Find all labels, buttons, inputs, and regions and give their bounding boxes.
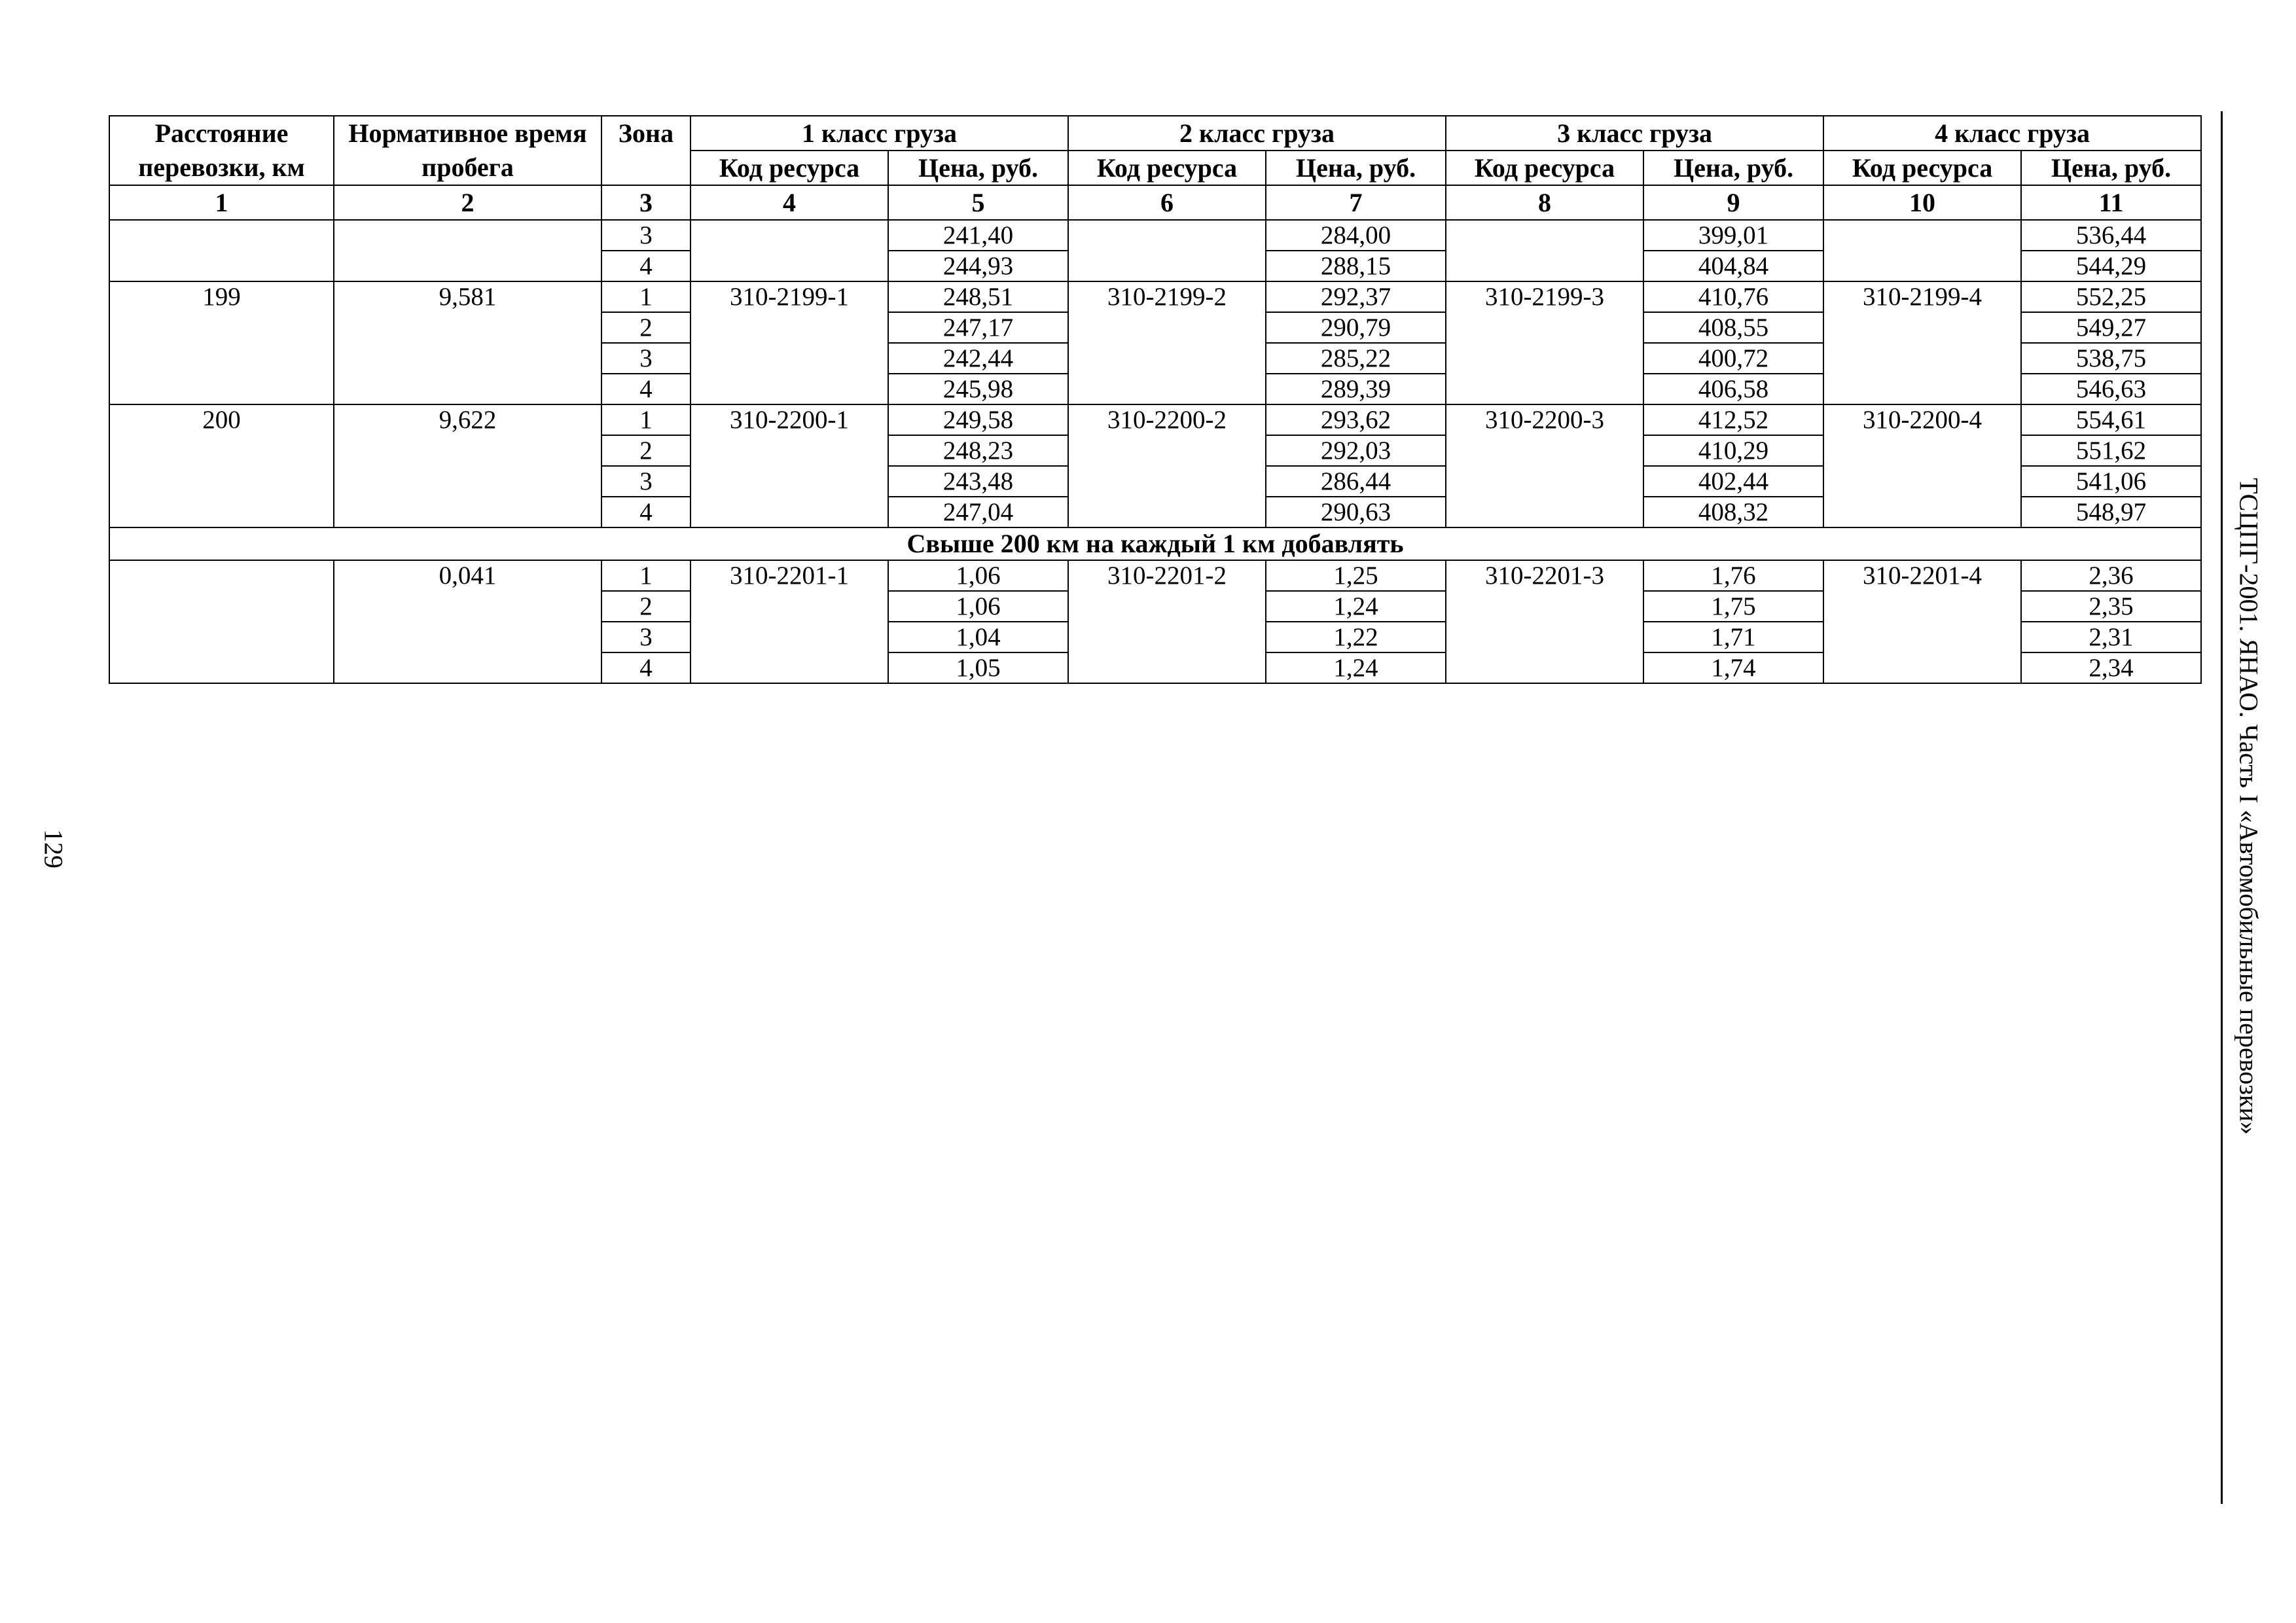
zone-cell: 3 <box>601 220 691 251</box>
column-index: 7 <box>1266 185 1446 220</box>
price-cell: 551,62 <box>2021 435 2201 466</box>
header-class-3: 3 класс груза <box>1446 116 1823 151</box>
zone-cell: 4 <box>601 251 691 281</box>
price-cell: 399,01 <box>1643 220 1823 251</box>
price-cell: 1,76 <box>1643 560 1823 591</box>
zone-cell: 1 <box>601 404 691 435</box>
column-index: 4 <box>691 185 888 220</box>
price-cell: 1,06 <box>888 591 1068 622</box>
run-time-cell <box>334 220 601 281</box>
zone-cell: 2 <box>601 435 691 466</box>
column-index-row <box>109 185 2201 220</box>
price-cell: 548,97 <box>2021 497 2201 527</box>
price-cell: 2,35 <box>2021 591 2201 622</box>
header-code: Код ресурса <box>691 151 888 185</box>
zone-cell: 3 <box>601 622 691 652</box>
column-index: 8 <box>1446 185 1643 220</box>
price-cell: 1,04 <box>888 622 1068 652</box>
header-class-4: 4 класс груза <box>1823 116 2201 151</box>
price-cell: 245,98 <box>888 374 1068 404</box>
header-price: Цена, руб. <box>1643 151 1823 185</box>
resource-code-cell: 310-2199-3 <box>1446 281 1643 404</box>
price-cell: 541,06 <box>2021 466 2201 497</box>
price-cell: 549,27 <box>2021 312 2201 343</box>
price-cell: 247,17 <box>888 312 1068 343</box>
document-title: ТСЦПГ-2001. ЯНАО. Часть I «Автомобильные перевозки» <box>2234 478 2264 1135</box>
distance-cell: 199 <box>109 281 334 404</box>
price-cell: 289,39 <box>1266 374 1446 404</box>
zone-cell: 3 <box>601 466 691 497</box>
price-cell: 2,31 <box>2021 622 2201 652</box>
header-code: Код ресурса <box>1446 151 1643 185</box>
price-cell: 292,03 <box>1266 435 1446 466</box>
price-cell: 536,44 <box>2021 220 2201 251</box>
zone-cell: 2 <box>601 312 691 343</box>
price-cell: 1,25 <box>1266 560 1446 591</box>
resource-code-cell <box>1068 220 1266 281</box>
price-cell: 410,76 <box>1643 281 1823 312</box>
resource-code-cell <box>1823 220 2021 281</box>
price-cell: 408,32 <box>1643 497 1823 527</box>
price-cell: 554,61 <box>2021 404 2201 435</box>
distance-cell: 200 <box>109 404 334 527</box>
price-cell: 1,24 <box>1266 652 1446 683</box>
price-cell: 242,44 <box>888 343 1068 374</box>
price-cell: 1,75 <box>1643 591 1823 622</box>
zone-cell: 1 <box>601 281 691 312</box>
column-index: 6 <box>1068 185 1266 220</box>
page-number: 129 <box>39 829 69 868</box>
side-rule <box>2221 111 2223 1504</box>
price-cell: 544,29 <box>2021 251 2201 281</box>
header-price: Цена, руб. <box>888 151 1068 185</box>
price-cell: 410,29 <box>1643 435 1823 466</box>
section-title: Свыше 200 км на каждый 1 км добавлять <box>109 527 2201 560</box>
price-cell: 2,34 <box>2021 652 2201 683</box>
price-cell: 248,23 <box>888 435 1068 466</box>
table-row <box>109 220 2201 251</box>
resource-code-cell: 310-2199-1 <box>691 281 888 404</box>
resource-code-cell: 310-2199-2 <box>1068 281 1266 404</box>
price-cell: 248,51 <box>888 281 1068 312</box>
column-index: 2 <box>334 185 601 220</box>
price-cell: 244,93 <box>888 251 1068 281</box>
header-class-2: 2 класс груза <box>1068 116 1446 151</box>
price-cell: 404,84 <box>1643 251 1823 281</box>
zone-cell: 2 <box>601 591 691 622</box>
price-cell: 1,24 <box>1266 591 1446 622</box>
price-cell: 293,62 <box>1266 404 1446 435</box>
price-cell: 292,37 <box>1266 281 1446 312</box>
resource-code-cell: 310-2200-4 <box>1823 404 2021 527</box>
table-row <box>109 404 2201 435</box>
header-code: Код ресурса <box>1823 151 2021 185</box>
header-class-1: 1 класс груза <box>691 116 1068 151</box>
price-cell: 408,55 <box>1643 312 1823 343</box>
price-cell: 1,71 <box>1643 622 1823 652</box>
price-cell: 1,74 <box>1643 652 1823 683</box>
distance-cell <box>109 560 334 683</box>
price-cell: 284,00 <box>1266 220 1446 251</box>
resource-code-cell: 310-2200-1 <box>691 404 888 527</box>
run-time-cell: 9,581 <box>334 281 601 404</box>
price-cell: 538,75 <box>2021 343 2201 374</box>
price-cell: 1,06 <box>888 560 1068 591</box>
zone-cell: 4 <box>601 497 691 527</box>
header-row-1 <box>109 116 2201 151</box>
section-row <box>109 527 2201 560</box>
resource-code-cell: 310-2201-4 <box>1823 560 2021 683</box>
price-cell: 552,25 <box>2021 281 2201 312</box>
price-cell: 288,15 <box>1266 251 1446 281</box>
price-cell: 290,79 <box>1266 312 1446 343</box>
column-index: 10 <box>1823 185 2021 220</box>
column-index: 5 <box>888 185 1068 220</box>
price-cell: 412,52 <box>1643 404 1823 435</box>
header-distance: Расстояние перевозки, км <box>109 116 334 185</box>
price-cell: 285,22 <box>1266 343 1446 374</box>
price-cell: 402,44 <box>1643 466 1823 497</box>
column-index: 3 <box>601 185 691 220</box>
price-cell: 243,48 <box>888 466 1068 497</box>
price-cell: 1,22 <box>1266 622 1446 652</box>
price-cell: 1,05 <box>888 652 1068 683</box>
price-cell: 286,44 <box>1266 466 1446 497</box>
table-row <box>109 560 2201 591</box>
price-cell: 546,63 <box>2021 374 2201 404</box>
price-cell: 290,63 <box>1266 497 1446 527</box>
resource-code-cell: 310-2199-4 <box>1823 281 2021 404</box>
distance-cell <box>109 220 334 281</box>
zone-cell: 3 <box>601 343 691 374</box>
header-price: Цена, руб. <box>1266 151 1446 185</box>
price-cell: 249,58 <box>888 404 1068 435</box>
table-row <box>109 281 2201 312</box>
run-time-cell: 9,622 <box>334 404 601 527</box>
zone-cell: 4 <box>601 374 691 404</box>
zone-cell: 1 <box>601 560 691 591</box>
header-code: Код ресурса <box>1068 151 1266 185</box>
header-zone: Зона <box>601 116 691 185</box>
run-time-cell: 0,041 <box>334 560 601 683</box>
price-cell: 241,40 <box>888 220 1068 251</box>
price-cell: 400,72 <box>1643 343 1823 374</box>
resource-code-cell <box>691 220 888 281</box>
resource-code-cell <box>1446 220 1643 281</box>
price-cell: 406,58 <box>1643 374 1823 404</box>
resource-code-cell: 310-2201-1 <box>691 560 888 683</box>
tariff-table <box>109 115 2202 684</box>
header-time: Нормативное время пробега <box>334 116 601 185</box>
zone-cell: 4 <box>601 652 691 683</box>
column-index: 11 <box>2021 185 2201 220</box>
price-cell: 2,36 <box>2021 560 2201 591</box>
price-cell: 247,04 <box>888 497 1068 527</box>
resource-code-cell: 310-2201-2 <box>1068 560 1266 683</box>
resource-code-cell: 310-2200-2 <box>1068 404 1266 527</box>
resource-code-cell: 310-2200-3 <box>1446 404 1643 527</box>
column-index: 9 <box>1643 185 1823 220</box>
resource-code-cell: 310-2201-3 <box>1446 560 1643 683</box>
header-price: Цена, руб. <box>2021 151 2201 185</box>
column-index: 1 <box>109 185 334 220</box>
